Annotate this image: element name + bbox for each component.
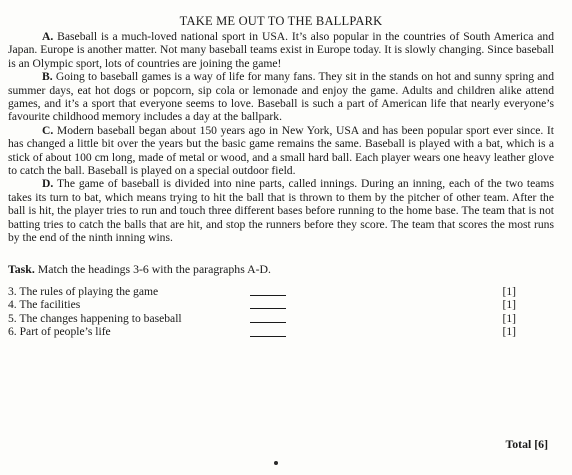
page-title: TAKE ME OUT TO THE BALLPARK <box>179 14 383 28</box>
paragraph-d <box>8 177 554 244</box>
item-mark: [1] <box>502 284 516 298</box>
item-heading: 3. The rules of playing the game <box>8 284 159 298</box>
item-mark: [1] <box>502 311 516 325</box>
paragraph-letter: D. <box>42 177 54 191</box>
answer-blank[interactable] <box>250 287 286 296</box>
answer-blank[interactable] <box>250 314 286 323</box>
item-mark: [1] <box>502 325 516 339</box>
list-item <box>8 312 554 326</box>
list-item <box>8 325 554 339</box>
paragraph-a <box>8 30 554 70</box>
list-item <box>8 285 554 299</box>
paragraph-text: The game of baseball is divided into nine parts, called innings. During an inning, each of the two teams takes its turn to bat, which means trying to hit the ball that is thrown to them by the pitcher of other team. After the ball is hit, the player tries to run and touch three different bases before running to the home base. The team that is not batting tries to catch the balls that are hit, and stop the runners before they score. The team that scores the most runs by the end of the ninth inning wins. <box>8 177 554 245</box>
item-heading: 5. The changes happening to baseball <box>8 311 182 325</box>
matching-list <box>8 285 554 339</box>
list-item <box>8 298 554 312</box>
item-heading: 6. Part of people’s life <box>8 325 111 339</box>
paragraph-text: Going to baseball games is a way of life for many fans. They sit in the stands on hot and sunny spring and summer days, eat hot dogs or popcorn, sip cola or lemonade and enjoy the game. Adults and children alike attend games, and it’s a sport that everyone seems to love. Baseball is such a part of American life that nearly everyone’s favourite childhood memory includes a day at the ballpark. <box>8 70 554 124</box>
task-label: Task. <box>8 261 35 276</box>
item-mark: [1] <box>502 298 516 312</box>
task-text: Match the headings 3-6 with the paragraphs A-D. <box>37 261 272 276</box>
item-heading: 4. The facilities <box>8 298 81 312</box>
total-score: Total [6] <box>505 437 548 451</box>
paragraph-letter: A. <box>42 30 54 43</box>
paragraph-b <box>8 70 554 124</box>
task-instruction <box>8 262 554 276</box>
paragraph-text: Baseball is a much-loved national sport in USA. It’s also popular in the countries of South America and Japan. Europe is another matter. Not many baseball teams exist in Europe today. It is slowly changing. Since baseball is an Olympic sport, lots of countries are joining the game! <box>8 30 554 70</box>
answer-blank[interactable] <box>250 300 286 309</box>
paragraph-letter: C. <box>42 123 54 137</box>
paragraph-letter: B. <box>42 70 53 84</box>
answer-blank[interactable] <box>250 328 286 337</box>
page-dot <box>274 461 278 465</box>
paragraph-c <box>8 124 554 178</box>
paragraph-text: Modern baseball began about 150 years ago in New York, USA and has been popular sport ever since. It has changed a little bit over the years but the basic game remains the same. Baseball is played with a bat, which is a stick of about 100 cm long, made of metal or wood, and a small hard ball. Each player wears one heavy leather glove to catch the ball. Baseball is played on a special outdoor field. <box>8 123 554 178</box>
